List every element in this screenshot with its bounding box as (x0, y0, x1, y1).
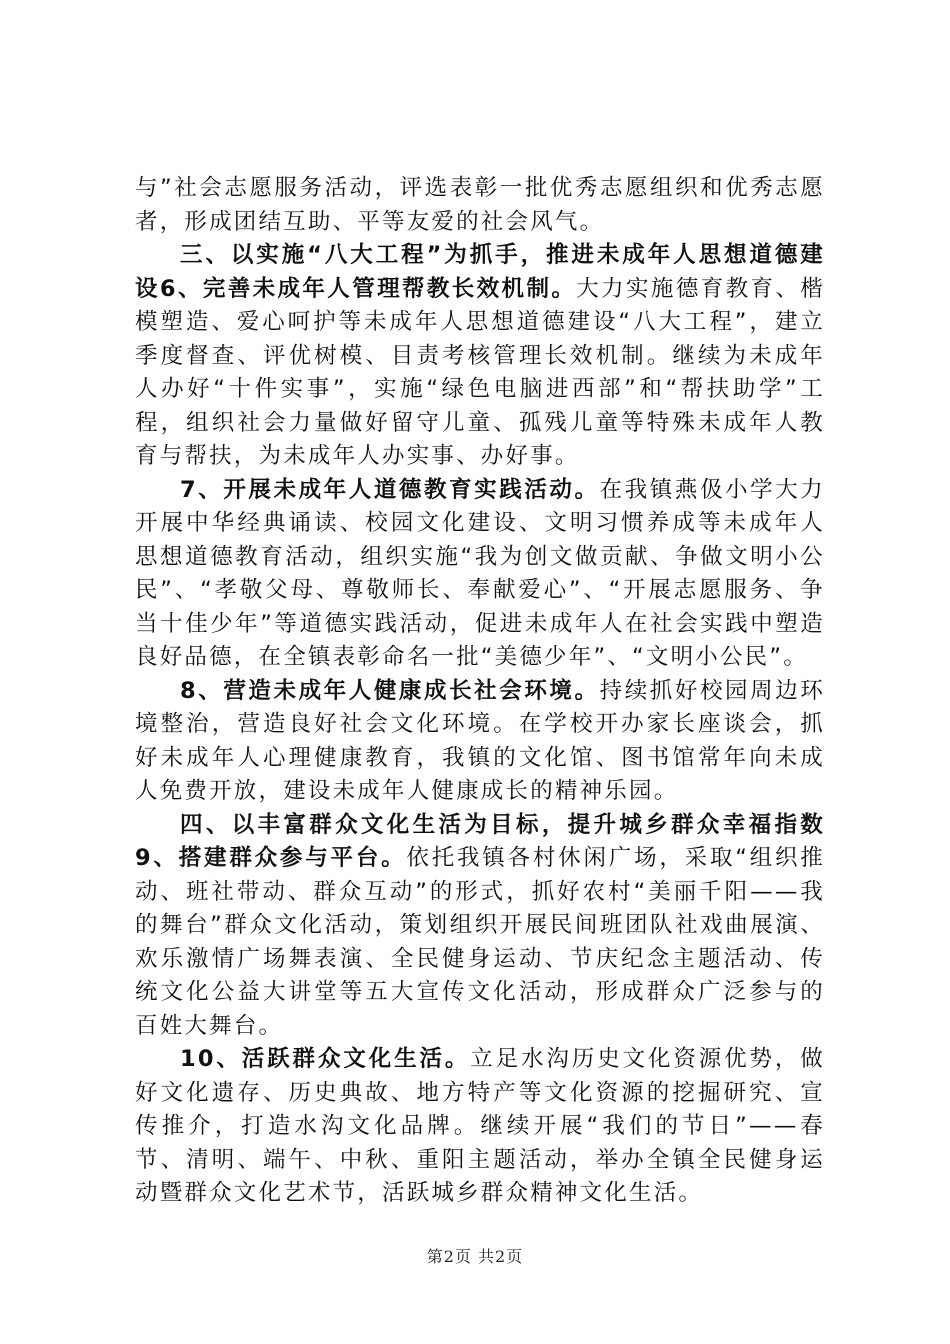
paragraph (135, 239, 825, 474)
paragraph (135, 474, 825, 675)
section-heading: 三、以实施“八大工程”为抓手，推进未成年人思想道德建设6、完善未成年人管理帮教长效机制。 (135, 242, 825, 302)
section-heading: 8、营造未成年人健康成长社会环境。 (180, 677, 600, 704)
paragraph-text: 持续抓好校园周边环境整治，营造良好社会文化环境。在学校开办家长座谈会，抓好未成年人心理健康教育，我镇的文化馆、图书馆常年向未成人免费开放，建设未成年人健康成长的精神乐园。 (135, 677, 825, 804)
page-footer: 第2页 共2页 (426, 1247, 524, 1266)
paragraph (135, 172, 825, 239)
paragraph (135, 1043, 825, 1211)
paragraph-text: 与”社会志愿服务活动，评选表彰一批优秀志愿组织和优秀志愿者，形成团结互助、平等友爱的社会风气。 (135, 175, 825, 235)
section-heading: 10、活跃群众文化生活。 (180, 1046, 471, 1072)
paragraph (135, 809, 825, 1044)
paragraph-text: 在我镇燕伋小学大力开展中华经典诵读、校园文化建设、文明习惯养成等未成年人思想道德教育活动，组织实施“我为创文做贡献、争做文明小公民”、“孝敬父母、尊敬师长、奉献爱心”、“开展志愿服务、争当十佳少年”等道德实践活动，促进未成年人在社会实践中塑造良好品德，在全镇表彰命名一批“美德少年”、“文明小公民”。 (135, 476, 825, 670)
section-heading: 7、开展未成年人道德教育实践活动。 (180, 476, 600, 503)
section-heading: 四、以丰富群众文化生活为目标，提升城乡群众幸福指数9、搭建群众参与平台。 (135, 811, 825, 871)
paragraph-text: 依托我镇各村休闲广场，采取“组织推动、班社带动、群众互动”的形式，抓好农村“美丽千阳——我的舞台”群众文化活动，策划组织开展民间班团队社戏曲展演、欢乐激情广场舞表演、全民健身运动、节庆纪念主题活动、传统文化公益大讲堂等五大宣传文化活动，形成群众广泛参与的百姓大舞台。 (135, 845, 825, 1039)
paragraph-text: 立足水沟历史文化资源优势，做好文化遗存、历史典故、地方特产等文化资源的挖掘研究、宣传推介，打造水沟文化品牌。继续开展“我们的节日”——春节、清明、端午、中秋、重阳主题活动，举办全镇全民健身运动暨群众文化艺术节，活跃城乡群众精神文化生活。 (135, 1046, 825, 1206)
document-body (135, 172, 825, 1211)
paragraph-text: 大力实施德育教育、楷模塑造、爱心呵护等未成年人思想道德建设“八大工程”，建立季度督查、评优树模、目责考核管理长效机制。继续为未成年人办好“十件实事”，实施“绿色电脑进西部”和“帮扶助学”工程，组织社会力量做好留守儿童、孤残儿童等特殊未成年人教育与帮扶，为未成年人办实事、办好事。 (135, 275, 825, 469)
paragraph (135, 675, 825, 809)
